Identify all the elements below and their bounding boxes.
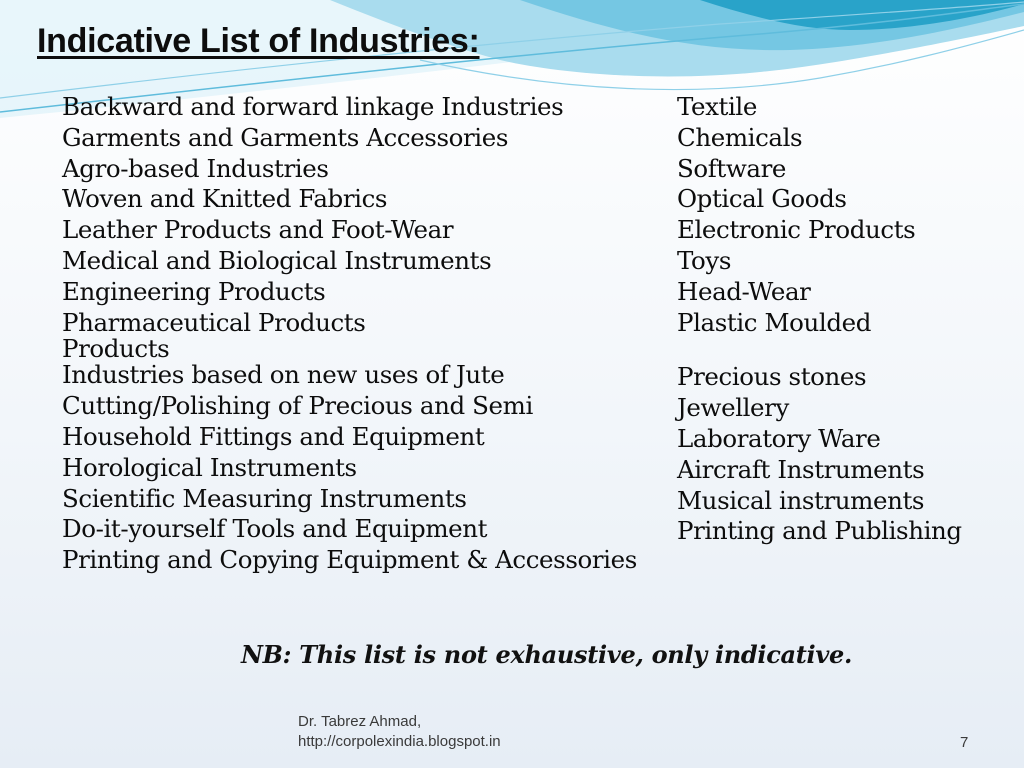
list-item: Leather Products and Foot-Wear [62, 215, 454, 245]
list-item: Pharmaceutical Products [62, 307, 366, 337]
list-item: Garments and Garments Accessories [62, 122, 509, 152]
disclaimer-note: NB: This list is not exhaustive, only indicative. [241, 640, 853, 669]
list-spacer [677, 338, 1017, 362]
list-item: Horological Instruments [62, 452, 357, 482]
list-item: Musical instruments [677, 485, 925, 515]
list-item: Agro-based Industries [62, 153, 329, 183]
list-item: Household Fittings and Equipment [62, 421, 485, 451]
list-item: Engineering Products [62, 276, 326, 306]
list-item: Plastic Moulded [677, 307, 872, 337]
industries-list-left [62, 92, 662, 576]
list-item: Backward and forward linkage Industries [62, 92, 564, 121]
list-item: Aircraft Instruments [677, 454, 925, 484]
list-item: Printing and Copying Equipment & Accessories [62, 545, 637, 575]
list-item: Medical and Biological Instruments [62, 245, 492, 275]
list-item: Precious stones [677, 362, 867, 392]
list-item: Cutting/Polishing of Precious and Semi [62, 391, 533, 421]
industries-list-right [677, 92, 1017, 547]
list-item: Chemicals [677, 122, 803, 152]
slide-page-number: 7 [960, 734, 969, 751]
list-item: Optical Goods [677, 184, 847, 214]
list-item: Do-it-yourself Tools and Equipment [62, 514, 488, 544]
list-item: Printing and Publishing [677, 516, 962, 546]
list-item: Toys [677, 245, 732, 275]
list-item: Electronic Products [677, 215, 916, 245]
list-item: Software [677, 153, 787, 183]
list-item: Woven and Knitted Fabrics [62, 184, 388, 214]
slide-footer [298, 712, 501, 752]
list-item: Head-Wear [677, 276, 811, 306]
footer-author: Dr. Tabrez Ahmad, [298, 713, 422, 730]
slide-title: Indicative List of Industries: [37, 22, 480, 60]
list-item: Industries based on new uses of Jute [62, 360, 505, 390]
list-item-continuation: Products [62, 334, 170, 364]
list-item: Scientific Measuring Instruments [62, 483, 467, 513]
list-item: Laboratory Ware [677, 423, 881, 453]
footer-url: http://corpolexindia.blogspot.in [298, 733, 501, 750]
list-item: Jewellery [677, 393, 789, 423]
list-item: Textile [677, 92, 757, 121]
